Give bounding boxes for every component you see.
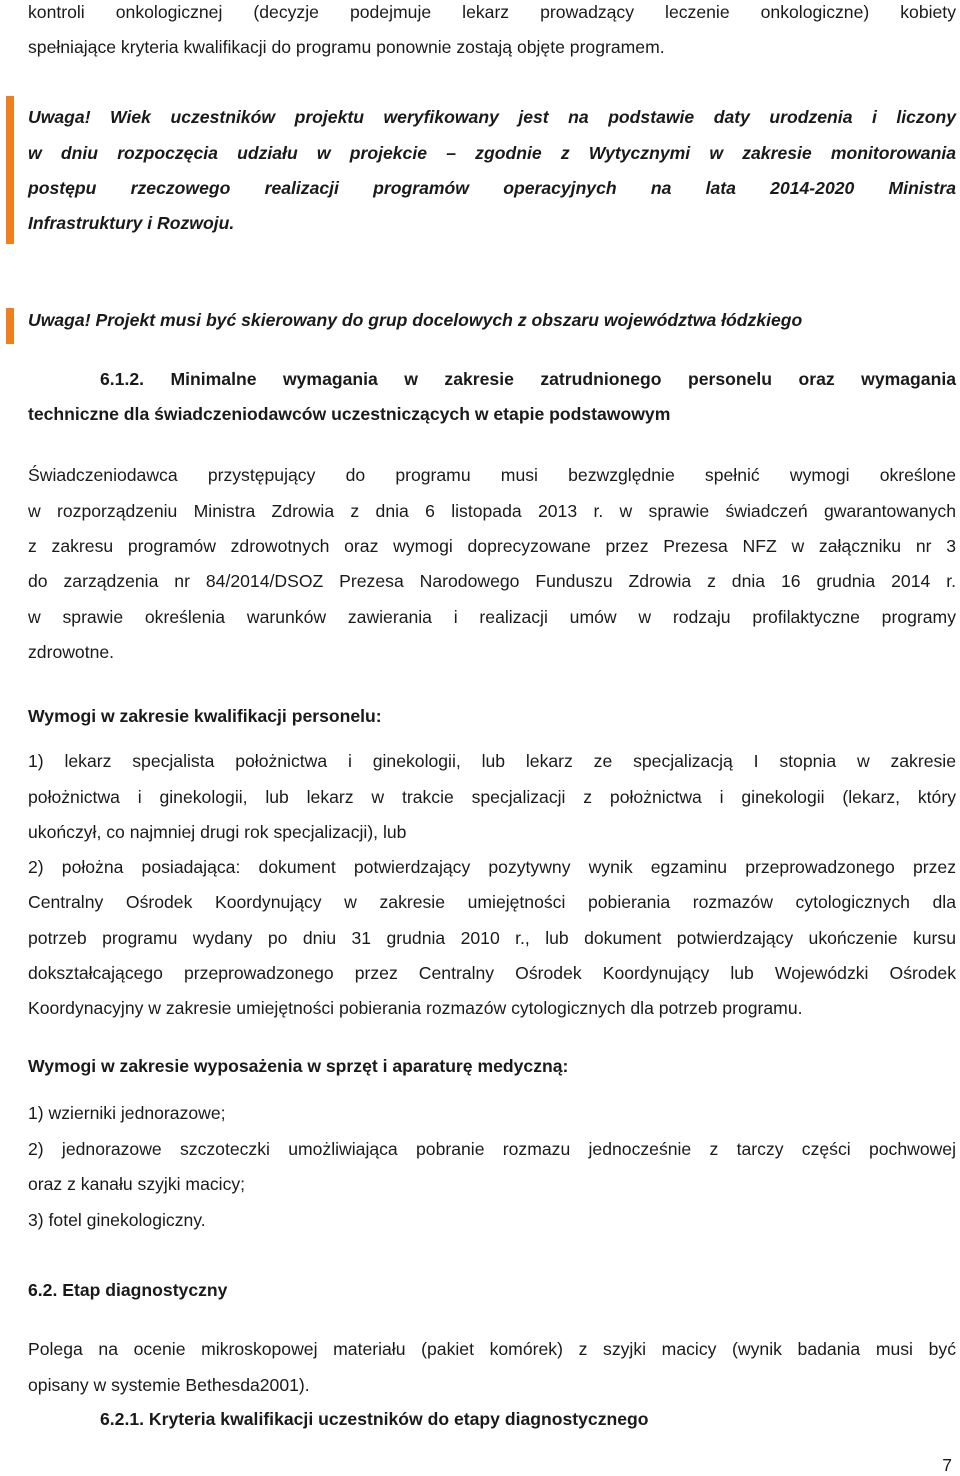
staff-item-2-line-3: potrzeb programu wydany po dniu 31 grudnia 2010 r., lub dokument potwierdzający ukończenie kursu bbox=[28, 928, 956, 948]
note1-line-4: Infrastruktury i Rozwoju. bbox=[28, 213, 235, 233]
section-62-heading: 6.2. Etap diagnostyczny bbox=[28, 1280, 228, 1300]
section-62-line-1: Polega na ocenie mikroskopowej materiału (pakiet komórek) z szyjki macicy (wynik badania musi być bbox=[28, 1339, 956, 1359]
staff-item-2-line-2: Centralny Ośrodek Koordynujący w zakresie umiejętności pobierania rozmazów cytologicznych dla bbox=[28, 892, 956, 912]
note-accent-bar bbox=[6, 308, 14, 344]
staff-item-2-line-1: 2) położna posiadająca: dokument potwierdzający pozytywny wynik egzaminu przeprowadzonego przez bbox=[28, 857, 956, 877]
note1-line-1: Uwaga! Wiek uczestników projektu weryfikowany jest na podstawie daty urodzenia i liczony bbox=[28, 107, 956, 127]
provider-line-3: z zakresu programów zdrowotnych oraz wymogi doprecyzowane przez Prezesa NFZ w załączniku nr 3 bbox=[28, 536, 956, 556]
provider-line-1: Świadczeniodawca przystępujący do programu musi bezwzględnie spełnić wymogi określone bbox=[28, 465, 956, 485]
note1-line-3: postępu rzeczowego realizacji programów operacyjnych na lata 2014-2020 Ministra bbox=[28, 178, 956, 198]
equipment-item-3: 3) fotel ginekologiczny. bbox=[28, 1210, 206, 1230]
provider-line-2: w rozporządzeniu Ministra Zdrowia z dnia 6 listopada 2013 r. w sprawie świadczeń gwarantowanych bbox=[28, 501, 956, 521]
equipment-item-2-line-2: oraz z kanału szyjki macicy; bbox=[28, 1174, 246, 1194]
staff-item-1-line-1: 1) lekarz specjalista położnictwa i ginekologii, lub lekarz ze specjalizacją I stopnia w zakresie bbox=[28, 751, 956, 771]
provider-line-4: do zarządzenia nr 84/2014/DSOZ Prezesa Narodowego Funduszu Zdrowia z dnia 16 grudnia 2014 r. bbox=[28, 571, 956, 591]
provider-line-5: w sprawie określenia warunków zawierania i realizacji umów w rodzaju profilaktyczne programy bbox=[28, 607, 956, 627]
staff-item-2-line-5: Koordynacyjny w zakresie umiejętności pobierania rozmazów cytologicznych dla potrzeb programu. bbox=[28, 998, 803, 1018]
note1-line-2: w dniu rozpoczęcia udziału w projekcie – zgodnie z Wytycznymi w zakresie monitorowania bbox=[28, 143, 956, 163]
staff-item-2-line-4: dokształcającego przeprowadzonego przez Centralny Ośrodek Koordynujący lub Wojewódzki Ośrodek bbox=[28, 963, 956, 983]
section-62-line-2: opisany w systemie Bethesda2001). bbox=[28, 1375, 310, 1395]
intro-line-1: kontroli onkologicznej (decyzje podejmuje lekarz prowadzący leczenie onkologiczne) kobiety bbox=[28, 2, 956, 22]
section-612-line-2: techniczne dla świadczeniodawców uczestniczących w etapie podstawowym bbox=[28, 404, 671, 424]
section-612-line-1: 6.1.2. Minimalne wymagania w zakresie zatrudnionego personelu oraz wymagania bbox=[100, 369, 956, 389]
note-accent-bar bbox=[6, 96, 14, 244]
equipment-item-1: 1) wzierniki jednorazowe; bbox=[28, 1103, 226, 1123]
note2-text: Uwaga! Projekt musi być skierowany do grup docelowych z obszaru województwa łódzkiego bbox=[28, 310, 803, 330]
provider-line-6: zdrowotne. bbox=[28, 642, 115, 662]
intro-line-2: spełniające kryteria kwalifikacji do programu ponownie zostają objęte programem. bbox=[28, 37, 665, 57]
staff-item-1-line-2: położnictwa i ginekologii, lub lekarz w trakcie specjalizacji z położnictwa i ginekologii (lekarz, który bbox=[28, 787, 956, 807]
staff-item-1-line-3: ukończył, co najmniej drugi rok specjalizacji), lub bbox=[28, 822, 407, 842]
equipment-heading: Wymogi w zakresie wyposażenia w sprzęt i aparaturę medyczną: bbox=[28, 1056, 569, 1076]
staff-heading: Wymogi w zakresie kwalifikacji personelu: bbox=[28, 706, 382, 726]
equipment-item-2-line-1: 2) jednorazowe szczoteczki umożliwiająca pobranie rozmazu jednocześnie z tarczy części pochwowej bbox=[28, 1139, 956, 1159]
section-621-heading: 6.2.1. Kryteria kwalifikacji uczestników do etapy diagnostycznego bbox=[100, 1409, 649, 1429]
page-number: 7 bbox=[942, 1455, 952, 1475]
